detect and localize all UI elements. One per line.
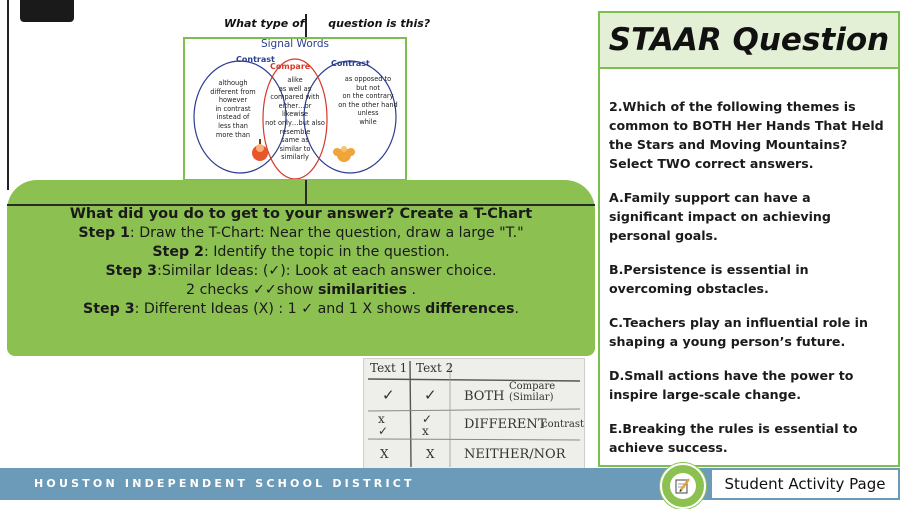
left-word: however xyxy=(218,96,248,105)
signal-words-image xyxy=(183,37,407,181)
tchart-photo xyxy=(363,358,585,470)
step3-line xyxy=(7,263,595,279)
signal-words-title: Signal Words xyxy=(260,38,330,50)
step1-text: : Draw the T-Chart: Near the question, draw a large "T." xyxy=(129,225,524,241)
checks-line xyxy=(7,282,595,298)
staar-question-panel xyxy=(598,11,900,467)
photo-row1-label: BOTH xyxy=(464,389,505,404)
photo-row2-label: DIFFERENT xyxy=(464,417,547,432)
right-word: on the contrary xyxy=(342,92,394,101)
activity-icon-badge xyxy=(660,463,706,509)
photo-row2-c2: ✓ x xyxy=(422,412,433,438)
left-word: although xyxy=(218,79,248,87)
photo-row3-c2: X xyxy=(426,447,435,461)
right-word: on the other hand xyxy=(338,100,398,109)
tchart-stem xyxy=(305,180,307,204)
right-word: unless xyxy=(357,109,379,118)
step2-line xyxy=(7,244,595,260)
left-word: more than xyxy=(215,130,251,139)
answer-option-c: C.Teachers play an influential role in shaping a young person’s future. xyxy=(609,315,868,349)
step3b-line xyxy=(7,301,595,317)
tchart-steps xyxy=(7,205,595,317)
right-word: while xyxy=(359,117,377,126)
center-word: either…or xyxy=(278,101,312,110)
photo-row2-note: contrast xyxy=(542,419,584,430)
center-word: compared with xyxy=(270,93,320,102)
pencil-notepad-icon xyxy=(670,473,696,499)
step3-text: :Similar Ideas: (✓): Look at each answer choice. xyxy=(157,263,497,279)
right-word: but not xyxy=(356,83,380,92)
step1-label: Step 1 xyxy=(78,225,130,241)
question-type-prompt xyxy=(224,17,430,30)
step3b-text: : Different Ideas (X) : 1 ✓ and 1 X shows xyxy=(134,301,426,317)
center-word: similar to xyxy=(279,144,311,153)
panel-title: STAAR Question xyxy=(608,22,890,58)
photo-row3-c1: X xyxy=(380,447,389,461)
checks-period: . xyxy=(406,282,416,298)
tchart-top xyxy=(7,180,595,204)
tchart-left-line xyxy=(7,0,9,190)
step2-label: Step 2 xyxy=(152,244,204,260)
right-word: as opposed to xyxy=(344,75,392,83)
left-word: in contrast xyxy=(215,104,251,113)
center-word: similarly xyxy=(281,153,309,162)
right-contrast-label: Contrast xyxy=(331,59,370,68)
photo-row2-c1: x ✓ xyxy=(378,412,389,438)
photo-row3-label: NEITHER/NOR xyxy=(464,447,566,462)
left-word: less than xyxy=(218,121,248,130)
left-word: instead of xyxy=(216,113,250,122)
center-word: as well as xyxy=(278,84,312,93)
step3-label: Step 3 xyxy=(105,263,158,279)
left-contrast-label: Contrast xyxy=(236,55,275,64)
center-word: not only…but also xyxy=(265,118,325,127)
orange-icon xyxy=(333,146,355,162)
prompt-part1: What type of xyxy=(224,17,305,30)
tchart-heading: What did you do to get to your answer? Create a T-Chart xyxy=(69,206,533,222)
photo-row1-c1: ✓ xyxy=(382,386,395,404)
student-activity-page-label: Student Activity Page xyxy=(712,470,898,498)
pencil-icon-shape xyxy=(674,477,692,495)
question-text: 2.Which of the following themes is common to BOTH Her Hands That Held the Stars and Moving Mountains? Select TWO correct answers. xyxy=(609,99,884,171)
center-signal-list xyxy=(265,76,325,162)
compare-label: Compare xyxy=(270,62,311,71)
checks-text: 2 checks ✓✓show xyxy=(186,282,318,298)
answer-option-a: A.Family support can have a significant impact on achieving personal goals. xyxy=(609,190,831,243)
left-word: different from xyxy=(210,87,256,96)
left-signal-list xyxy=(199,79,267,139)
center-word: same as xyxy=(281,136,309,145)
step3b-period: . xyxy=(514,301,519,317)
center-word: alike xyxy=(287,76,303,84)
panel-header xyxy=(600,13,898,69)
photo-row1-c2: ✓ xyxy=(424,386,437,404)
district-name: HOUSTON INDEPENDENT SCHOOL DISTRICT xyxy=(34,477,415,490)
answer-option-b: B.Persistence is essential in overcoming obstacles. xyxy=(609,262,809,296)
similarities-word: similarities xyxy=(317,282,407,298)
corner-tab xyxy=(20,0,74,22)
answer-option-d: D.Small actions have the power to inspire large-scale change. xyxy=(609,368,854,402)
center-word: likewise xyxy=(281,110,309,119)
right-signal-list xyxy=(333,75,403,127)
answer-option-e: E.Breaking the rules is essential to achieve success. xyxy=(609,421,858,455)
photo-col2-header: Text 2 xyxy=(416,361,454,375)
photo-row1-note: Compare (Similar) xyxy=(509,381,556,403)
prompt-part2: question is this? xyxy=(328,17,431,30)
step1-line xyxy=(7,225,595,241)
center-word: resemble xyxy=(279,127,311,136)
step3b-label: Step 3 xyxy=(83,301,135,317)
panel-body xyxy=(600,69,898,457)
differences-word: differences xyxy=(425,301,515,317)
photo-col1-header: Text 1 xyxy=(370,361,408,375)
step2-text: : Identify the topic in the question. xyxy=(203,244,450,260)
